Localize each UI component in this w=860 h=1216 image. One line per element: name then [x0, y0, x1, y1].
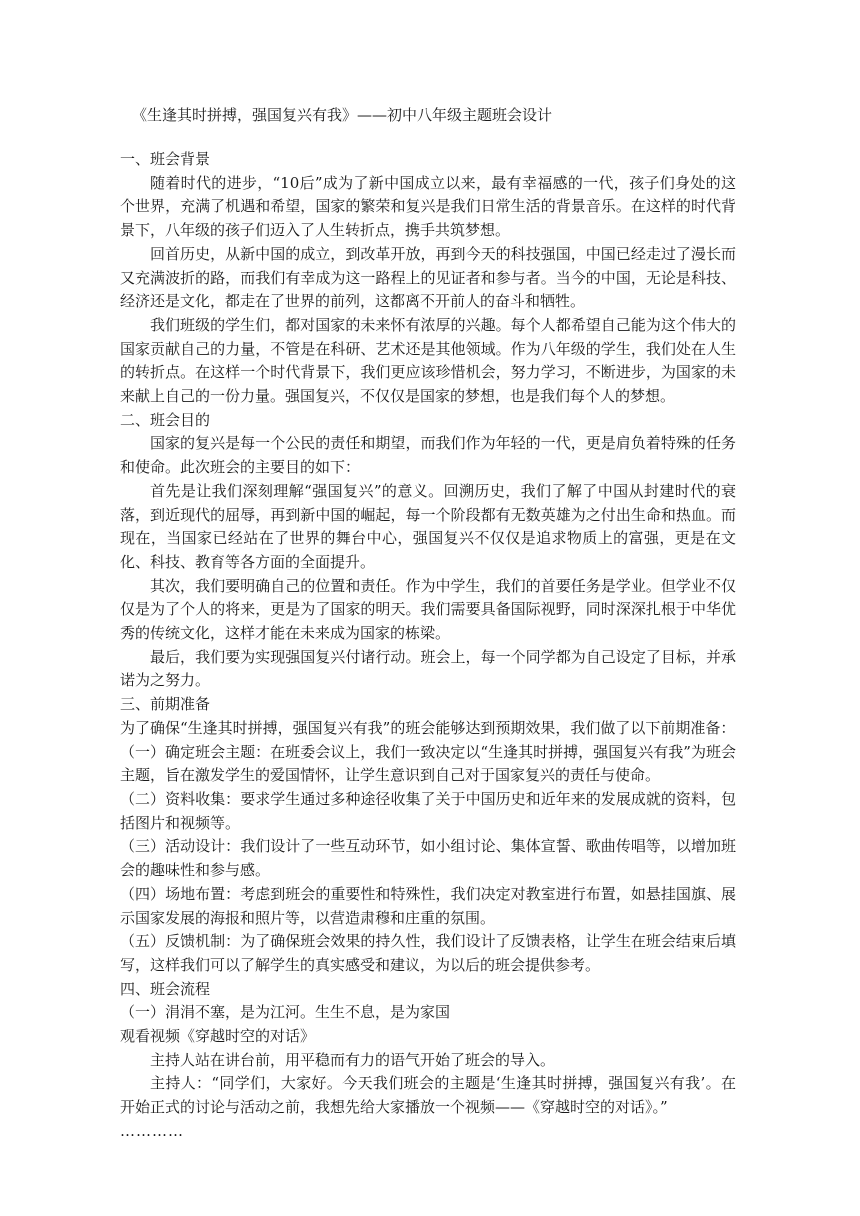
paragraph-purpose-first: 首先是让我们深刻理解“强国复兴”的意义。回溯历史，我们了解了中国从封建时代的衰落，到近现代的屈辱，再到新中国的崛起，每一个阶段都有无数英雄为之付出生命和热血。而现在，当国家已经站在了世界的舞台中心，强国复兴不仅仅是追求物质上的富强，更是在文化、科技、教育等各方面的全面提升。 [120, 481, 736, 571]
preparation-item-2: （二）资料收集：要求学生通过多种途径收集了关于中国历史和近年来的发展成就的资料，包括图片和视频等。 [120, 789, 736, 832]
section-heading-background: 一、班会背景 [120, 150, 211, 168]
paragraph-purpose-second: 其次，我们要明确自己的位置和责任。作为中学生，我们的首要任务是学业。但学业不仅仅是为了个人的将来，更是为了国家的明天。我们需要具备国际视野，同时深深扎根于中华优秀的传统文化，这样才能在未来成为国家的栋梁。 [120, 576, 736, 643]
paragraph-host-intro: 主持人站在讲台前，用平稳而有力的语气开始了班会的导入。 [150, 1050, 556, 1069]
preparation-item-3: （三）活动设计：我们设计了一些互动环节，如小组讨论、集体宣誓、歌曲传唱等，以增加班会的趣味性和参与感。 [120, 837, 736, 880]
paragraph-background-2: 回首历史，从新中国的成立，到改革开放，再到今天的科技强国，中国已经走过了漫长而又充满波折的路，而我们有幸成为这一路程上的见证者和参与者。当今的中国，无论是科技、经济还是文化，都走在了世界的前列，这都离不开前人的奋斗和牺牲。 [120, 244, 736, 311]
paragraph-background-1: 随着时代的进步，“10后”成为了新中国成立以来，最有幸福感的一代，孩子们身处的这个世界，充满了机遇和希望，国家的繁荣和复兴是我们日常生活的背景音乐。在这样的时代背景下，八年级的孩子们迈入了人生转折点，携手共筑梦想。 [120, 173, 736, 240]
process-step-1-heading: （一）涓涓不塞，是为江河。生生不息，是为家国 [120, 1003, 451, 1022]
paragraph-host-speech: 主持人：“同学们，大家好。今天我们班会的主题是‘生逢其时拼搏，强国复兴有我’。在开始正式的讨论与活动之前，我想先给大家播放一个视频——《穿越时空的对话》。” [120, 1074, 736, 1117]
preparation-item-1: （一）确定班会主题：在班委会议上，我们一致决定以“生逢其时拼搏，强国复兴有我”为班会主题，旨在激发学生的爱国情怀，让学生意识到自己对于国家复兴的责任与使命。 [120, 742, 736, 785]
ellipsis-line: ………… [120, 1121, 184, 1140]
preparation-item-5: （五）反馈机制：为了确保班会效果的持久性，我们设计了反馈表格，让学生在班会结束后填写，这样我们可以了解学生的真实感受和建议，为以后的班会提供参考。 [120, 932, 736, 974]
section-heading-purpose: 二、班会目的 [120, 410, 211, 429]
preparation-item-4: （四）场地布置：考虑到班会的重要性和特殊性，我们决定对教室进行布置，如悬挂国旗、展示国家发展的海报和照片等，以营造肃穆和庄重的氛围。 [120, 884, 736, 927]
section-heading-process: 四、班会流程 [120, 979, 211, 998]
paragraph-purpose-intro: 国家的复兴是每一个公民的责任和期望，而我们作为年轻的一代，更是肩负着特殊的任务和使命。此次班会的主要目的如下： [120, 434, 736, 477]
paragraph-background-3: 我们班级的学生们，都对国家的未来怀有浓厚的兴趣。每个人都希望自己能为这个伟大的国家贡献自己的力量，不管是在科研、艺术还是其他领域。作为八年级的学生，我们处在人生的转折点。在这样一个时代背景下，我们更应该珍惜机会，努力学习，不断进步，为国家的未来献上自己的一份力量。强国复兴，不仅仅是国家的梦想，也是我们每个人的梦想。 [120, 315, 736, 406]
paragraph-purpose-last: 最后，我们要为实现强国复兴付诸行动。班会上，每一个同学都为自己设定了目标，并承诺为之努力。 [120, 647, 736, 690]
document-title: 《生逢其时拼搏，强国复兴有我》——初中八年级主题班会设计 [132, 106, 553, 124]
paragraph-preparation-intro: 为了确保“生逢其时拼搏，强国复兴有我”的班会能够达到预期效果，我们做了以下前期准备： [120, 718, 736, 737]
section-heading-preparation: 三、前期准备 [120, 695, 211, 714]
process-video-line: 观看视频《穿越时空的对话》 [120, 1027, 316, 1046]
document-body [120, 148, 736, 1144]
